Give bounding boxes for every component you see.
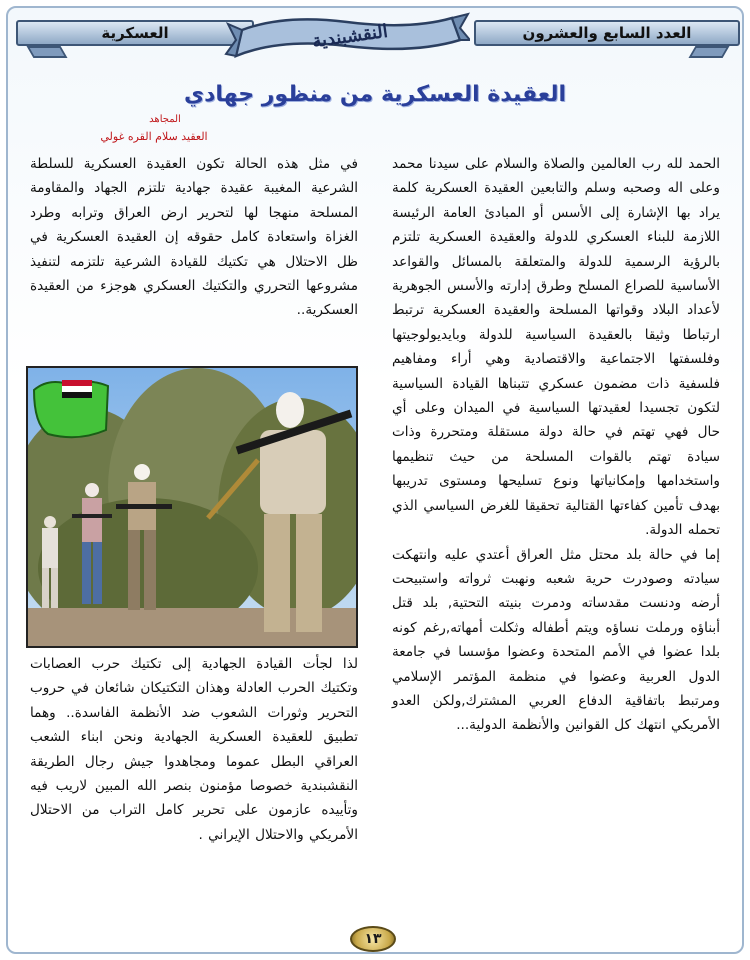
logo-badge [34, 380, 108, 437]
magazine-name: النقشبندية [310, 20, 390, 53]
author-name: العقيد سلام القره غولي [100, 130, 208, 143]
ribbon-tail-right [689, 46, 730, 58]
paragraph-tactics: لذا لجأت القيادة الجهادية إلى تكتيك حرب العصابات وتكتيك الحرب العادلة وهذان التكتيكان شائعان في حروب التحرير وثورات الشعوب ضد الأنظمة الفاسدة.. وهما تطبيق للعقيدة العسكرية الجهادية ونحن ابناء الشعب العراقي البطل عموما ومجاهدوا جيش رجال الطريقة النقشبندية خصوصا مؤمنون بنصر الله المبين لاريب فيه وتأييده عازمون على تحرير كامل التراب من الاحتلال الأمريكي والاحتلال الإيراني . [30, 656, 358, 843]
article-column-left-bottom [30, 652, 358, 912]
paragraph-doctrine: في مثل هذه الحالة تكون العقيدة العسكرية للسلطة الشرعية المغيبة عقيدة جهادية تلتزم الجهاد والمقاومة المسلحة منهجا لها لتحرير ارض العراق وترابه وطرد الغزاة واستعادة كامل حقوقه إن العقيدة العسكرية في ظل الاحتلال هي تكتيك للقيادة الشرعية تلتزمه لتنفيذ مشروعها التحرري والتكتيك العسكري هوجزء من العقيدة العسكرية.. [30, 156, 358, 319]
author-prefix: المجاهد [149, 114, 181, 125]
section-label: العسكرية [101, 24, 169, 42]
article-column-right [392, 152, 720, 912]
issue-label: العدد السابع والعشرون [522, 24, 692, 42]
issue-ribbon [474, 20, 740, 46]
paragraph-occupation: إما في حالة بلد محتل مثل العراق أعتدي عليه وانتهكت سيادته وصودرت حرية شعبه ونهبت ثرواته واستبيحت أرضه ودنست مقدساته ودمرت بنيته التحتية, بلد قتل أبناؤه ورملت نساؤه ويتم أطفاله وثكلت أمهاته,رغم كونه بلدا عضوا في الأمم المتحدة وعضوا مؤسسا في جامعة الدول العربية وعضوا في منظمة المؤتمر الإسلامي ومرتبط باتفاقية الدفاع العربي المشترك,ولكن العدو الأمريكي انتهك كل القوانين والأنظمة الدولية... [392, 546, 720, 734]
section-ribbon [16, 20, 254, 46]
page-number: ١٣ [350, 926, 396, 952]
article-column-left-top [30, 152, 358, 362]
ribbon-tail-left [27, 46, 68, 58]
paragraph-intro: الحمد لله رب العالمين والصلاة والسلام على سيدنا محمد وعلى اله وصحبه وسلم والتابعين العقيدة العسكرية كلمة يراد بها الإشارة إلى الأسس أو المبادئ العامة الرئيسة اللازمة للبناء العسكري للدولة والعقيدة العسكرية تلتزم بالرؤية الرسمية للدولة والمتعلقة بالمسائل والقواعد الأساسية للصراع المسلح وطرق إدارته والأسس الجوهرية لأعداد البلاد وقواتها المسلحة والعقيدة العسكرية ترتبط ارتباطا وثيقا بالعقيدة السياسية للدولة وبايديولوجيتها وفلسفتها الاجتماعية والاقتصادية وهي أراء ومفاهيم فلسفية ذات مضمون عسكري تتبناها القيادة السياسية لتكون تجسيدا لعقيدتها السياسية في الميدان وعلى أي حال فهي تهتم في حالة دولة مستقلة ومتحررة وذات سيادة تهتم بالقوات المسلحة من حيث تنظيمها واستخدامها وإمكانياتها ونوع تسليحها ومستوى تدريبها بهدف تأمين كفاءتها القتالية تحقيقا للغرض السياسي الذي تحمله الدولة. [392, 156, 720, 539]
photo-illustration [28, 368, 356, 646]
article-title: العقيدة العسكرية من منظور جهادي [183, 82, 567, 107]
fighters-photo [26, 366, 358, 648]
